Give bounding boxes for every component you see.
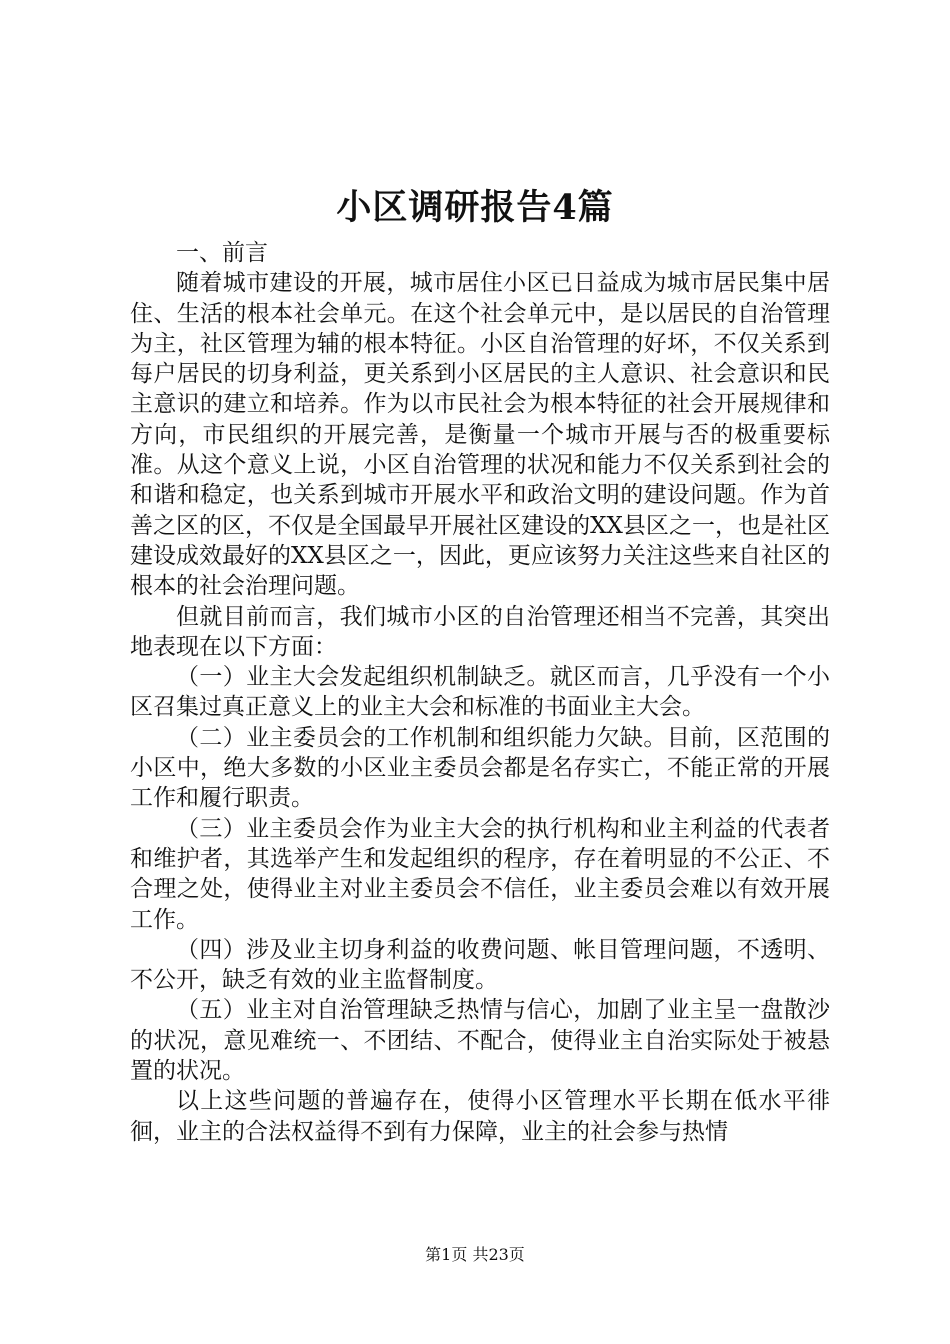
paragraph-problem-4: （四）涉及业主切身利益的收费问题、帐目管理问题，不透明、不公开，缺乏有效的业主监督制度。 <box>130 936 830 994</box>
paragraph-problem-3: （三）业主委员会作为业主大会的执行机构和业主利益的代表者和维护者，其选举产生和发起组织的程序，存在着明显的不公正、不合理之处，使得业主对业主委员会不信任，业主委员会难以有效开展工作。 <box>130 815 830 933</box>
document-title: 小区调研报告4篇 <box>336 187 614 228</box>
paragraph-conclusion: 以上这些问题的普遍存在，使得小区管理水平长期在低水平徘徊，业主的合法权益得不到有力保障，业主的社会参与热情 <box>130 1088 830 1145</box>
document-body <box>130 238 830 1147</box>
section-heading-preface: 一、前言 <box>176 240 268 266</box>
paragraph-problem-2: （二）业主委员会的工作机制和组织能力欠缺。目前，区范围的小区中，绝大多数的小区业主委员会都是名存实亡，不能正常的开展工作和履行职责。 <box>130 724 830 812</box>
paragraph-problems-lead: 但就目前而言，我们城市小区的自治管理还相当不完善，其突出地表现在以下方面： <box>130 603 830 660</box>
paragraph-problem-5: （五）业主对自治管理缺乏热情与信心，加剧了业主呈一盘散沙的状况，意见难统一、不团结、不配合，使得业主自治实际处于被悬置的状况。 <box>130 997 830 1085</box>
paragraph-intro: 随着城市建设的开展，城市居住小区已日益成为城市居民集中居住、生活的根本社会单元。在这个社会单元中，是以居民的自治管理为主，社区管理为辅的根本特征。小区自治管理的好坏，不仅关系到每户居民的切身利益，更关系到小区居民的主人意识、社会意识和民主意识的建立和培养。作为以市民社会为根本特征的社会开展规律和方向，市民组织的开展完善，是衡量一个城市开展与否的极重要标准。从这个意义上说，小区自治管理的状况和能力不仅关系到社会的和谐和稳定，也关系到城市开展水平和政治文明的建设问题。作为首善之区的区，不仅是全国最早开展社区建设的XX县区之一，也是社区建设成效最好的XX县区之一，因此，更应该努力关注这些来自社区的根本的社会治理问题。 <box>130 270 830 600</box>
paragraph-problem-1: （一）业主大会发起组织机制缺乏。就区而言，几乎没有一个小区召集过真正意义上的业主大会和标准的书面业主大会。 <box>130 664 830 721</box>
page-number-footer: 第1页 共23页 <box>425 1245 525 1264</box>
